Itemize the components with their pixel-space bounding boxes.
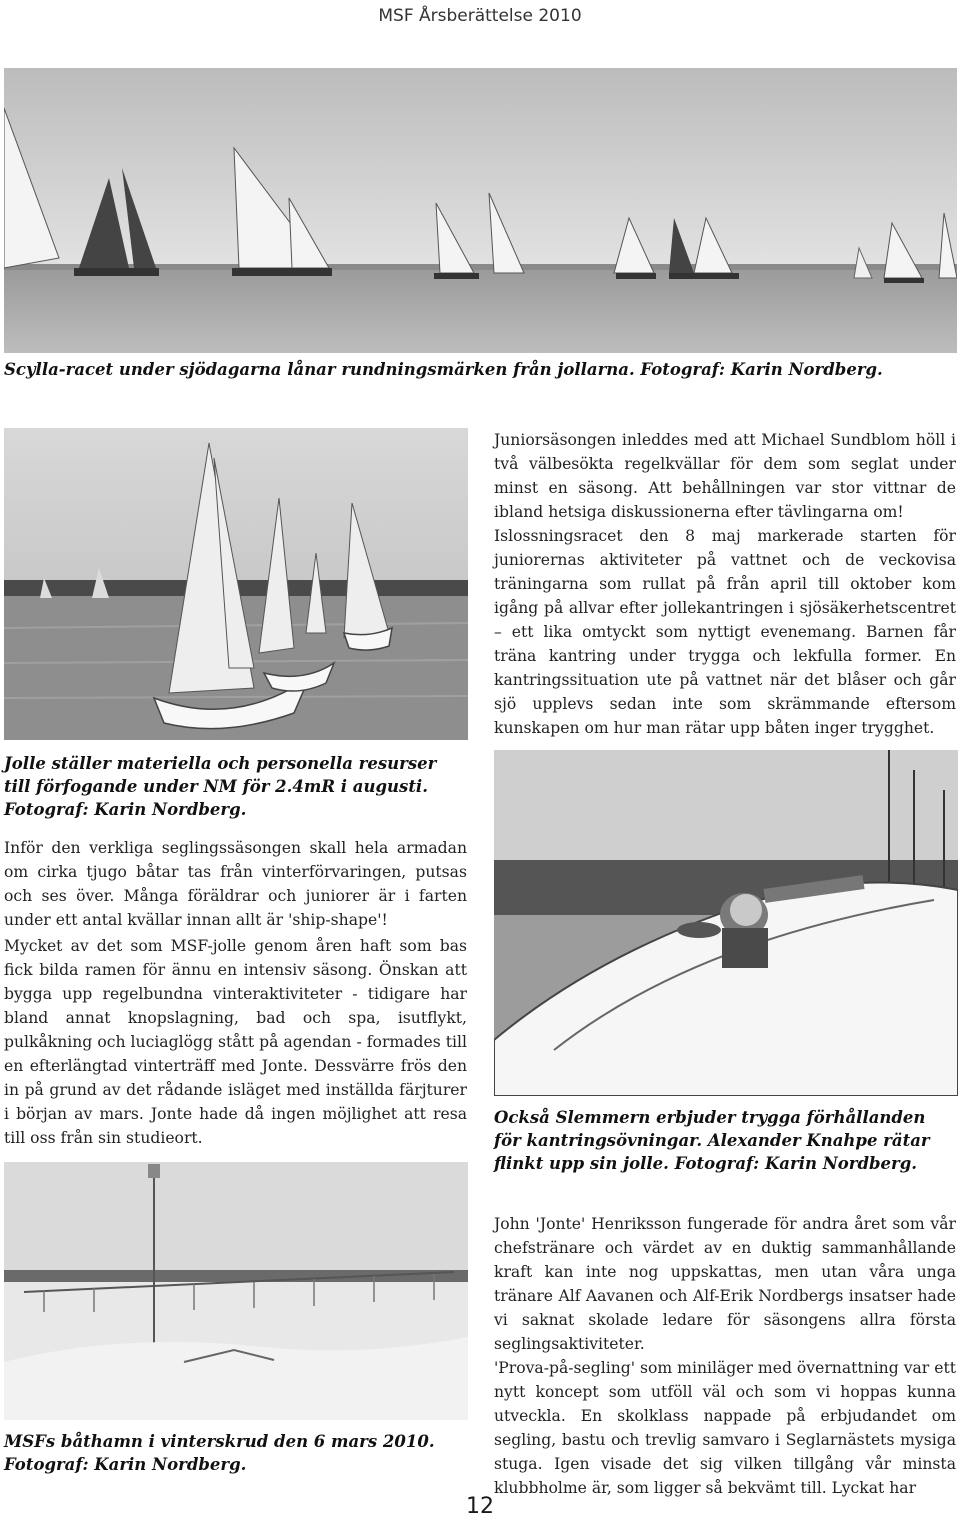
regatta-photo: [4, 68, 957, 353]
winter-photo: [4, 1162, 468, 1420]
page-number: 12: [466, 1494, 494, 1519]
running-header: MSF Årsberättelse 2010: [378, 6, 582, 26]
right-top-paragraph-2: Islossningsracet den 8 maj markerade starten för juniorernas aktiviteter på vattnet och de veckovisa träningarna som rullat på från april till oktober kom igång på allvar efter jollekantringen i sjösäkerhetscentret – ett lika omtyckt som nyttigt evenemang. Barnen får träna kantring under trygga och lekfulla former. En kantringssituation ute på vattnet när det blåser och går sjö upplevs sedan inte som skrämmande eftersom kunskapen om hur man rätar upp båten inger trygghet.: [494, 527, 956, 737]
jolle-photo-caption: Jolle ställer materiella och personella resurser till förfogande under NM för 2.4mR i augusti. Fotograf: Karin Nordberg.: [4, 754, 437, 819]
jolle-photo: [4, 428, 468, 740]
slemmern-photo-caption: Också Slemmern erbjuder trygga förhållanden för kantringsövningar. Alexander Knahpe rätar flinkt upp sin jolle. Fotograf: Karin Nordberg.: [494, 1108, 930, 1173]
right-column-bottom-text: [494, 1212, 956, 1500]
slemmern-photo: [494, 750, 958, 1096]
left-paragraph-2: Mycket av det som MSF-jolle genom åren haft som bas fick bilda ramen för ännu en intensiv säsong. Önskan att bygga upp regelbundna vinteraktiviteter - tidigare har bland annat knopslagning, bad och spa, isutflykt, pulkåkning och luciaglögg stått på agendan - formades till en efterlängtad vinterträff med Jonte. Dessvärre frös den in på grund av det rådande isläget med inställda färjturer i början av mars. Jonte hade då ingen möjlighet att resa till oss från sin studieort.: [4, 937, 467, 1147]
right-column-top-text: [494, 428, 956, 740]
left-paragraph-1: Inför den verkliga seglingssäsongen skall hela armadan om cirka tjugo båtar tas från vinterförvaringen, putsas och ses över. Många föräldrar och juniorer är i farten under ett antal kvällar innan allt är 'ship-shape'!: [4, 839, 467, 929]
regatta-photo-caption: Scylla-racet under sjödagarna lånar rundningsmärken från jollarna. Fotograf: Karin Nordberg.: [4, 360, 883, 379]
winter-photo-caption: MSFs båthamn i vinterskrud den 6 mars 2010. Fotograf: Karin Nordberg.: [4, 1432, 435, 1474]
right-top-paragraph-1: Juniorsäsongen inleddes med att Michael Sundblom höll i två välbesökta regelkvällar för dem som seglat under minst en säsong. Att behållningen var stor vittnar de ibland hetsiga diskussionerna efter tävlingarna om!: [494, 431, 956, 521]
left-column-text: [4, 836, 467, 1150]
right-bottom-paragraph-2: 'Prova-på-segling' som miniläger med övernattning var ett nytt koncept som utföll väl och som vi hoppas kunna utveckla. En skolklass nappade på erbjudandet om segling, bastu och trevlig samvaro i Seglarnästets mysiga stuga. Igen visade det sig vilken tillgång vår minsta klubbholme är, som ligger så bekvämt till. Lyckat har: [494, 1359, 956, 1497]
right-bottom-paragraph-1: John 'Jonte' Henriksson fungerade för andra året som vår chefstränare och värdet av en duktig sammanhållande kraft kan inte nog uppskattas, men utan våra unga tränare Alf Aavanen och Alf-Erik Nordbergs insatser hade vi saknat skolade ledare för säsongens allra första seglingsaktiviteter.: [494, 1215, 956, 1353]
